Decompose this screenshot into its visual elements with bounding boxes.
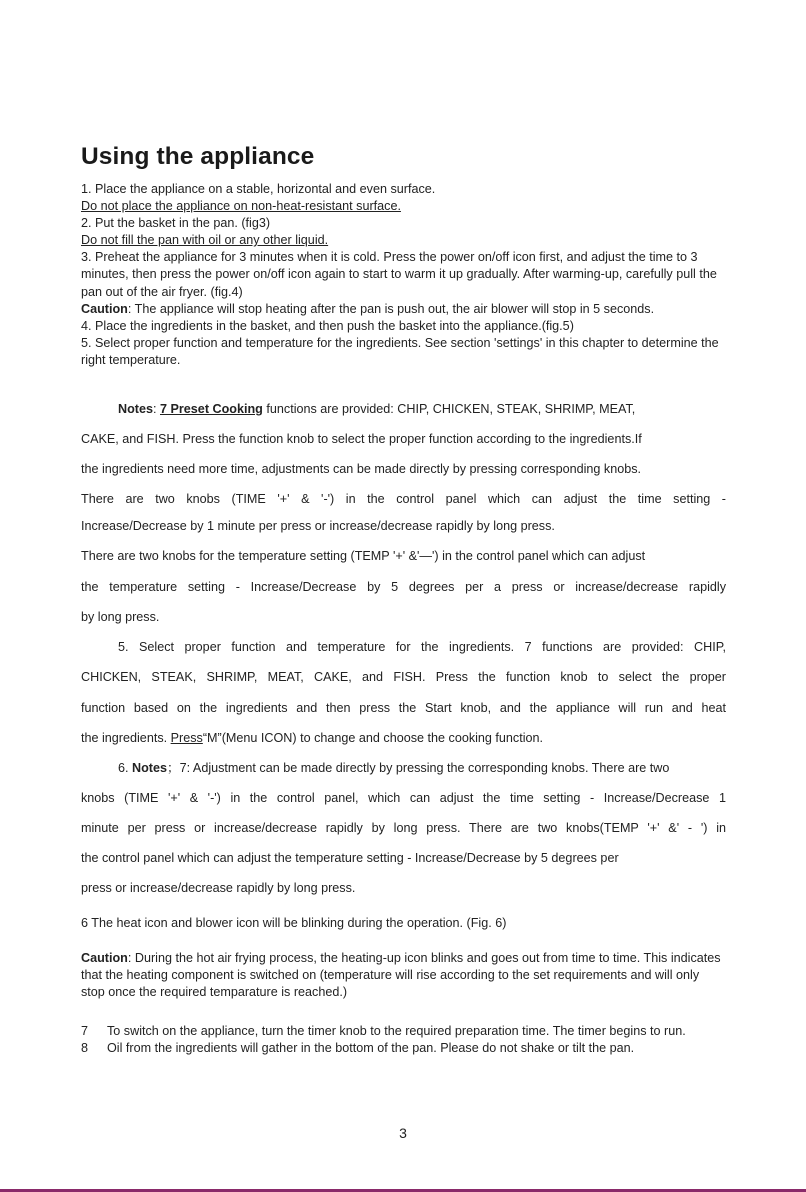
step-6-notes-label: Notes [132,761,168,775]
notes-line-3: the ingredients need more time, adjustments can be made directly by pressing corresponding knobs. [81,462,642,476]
operation-block [81,915,726,1001]
step-6-blinking: 6 The heat icon and blower icon will be blinking during the operation. (Fig. 6) [81,916,507,930]
caution-text: : The appliance will stop heating after the pan is push out, the air blower will stop in 5 seconds. [127,301,655,316]
step-5-line-4-start: the ingredients. [81,731,171,745]
press-word: Press [170,731,203,745]
notes-line-1 [81,401,726,417]
notes-line-1-text: functions are provided: CHIP, CHICKEN, STEAK, SHRIMP, MEAT, [262,402,636,416]
step-5-line-1: 5. Select proper function and temperature for the ingredients. 7 functions are provided: CHIP, [118,640,726,654]
step-2: 2. Put the basket in the pan. (fig3) [81,216,271,231]
notes-line-7: the temperature setting - Increase/Decrease by 5 degrees per a press or increase/decrease rapidly [81,580,726,594]
step-5-line-4 [81,730,726,746]
warning-surface: Do not place the appliance on non-heat-resistant surface. [81,199,401,214]
list-item-text: Oil from the ingredients will gather in the bottom of the pan. Please do not shake or tilt the pan. [107,1041,635,1055]
step-6-line-3: minute per press or increase/decrease rapidly by long press. There are two knobs(TEMP '+' &' - ') in [81,821,726,835]
list-item-text: To switch on the appliance, turn the timer knob to the required preparation time. The timer begins to run. [107,1024,686,1038]
list-item [81,1040,726,1056]
notes-line-6: There are two knobs for the temperature setting (TEMP '+' &'—') in the control panel which can adjust [81,549,646,563]
notes-line-5: Increase/Decrease by 1 minute per press or increase/decrease rapidly by long press. [81,519,555,533]
step-6-line-2: knobs (TIME '+' & '-') in the control panel, which can adjust the time setting - Increase/Decrease 1 [81,791,726,805]
step-1: 1. Place the appliance on a stable, horizontal and even surface. [81,182,436,196]
list-item [81,1023,726,1039]
step-5-line-2: CHICKEN, STEAK, SHRIMP, MEAT, CAKE, and FISH. Press the function knob to select the proper [81,670,726,684]
step-6-line-1-text: ；7: Adjustment can be made directly by pressing the corresponding knobs. There are two [167,761,670,775]
numbered-list [81,1023,726,1057]
step-4: 4. Place the ingredients in the basket, and then push the basket into the appliance.(fig.5) [81,318,574,333]
caution-frying [81,950,726,1001]
notes-line-4: There are two knobs (TIME '+' & '-') in the control panel which can adjust the time setting - [81,492,726,506]
step-6-line-1 [81,760,726,776]
step-6-line-4: the control panel which can adjust the temperature setting - Increase/Decrease by 5 degrees per [81,851,619,865]
page-number: 3 [399,1125,407,1141]
step-5-settings: 5. Select proper function and temperature for the ingredients. See section 'settings' in this chapter to determine the right temperature. [81,335,719,367]
preset-cooking-label: 7 Preset Cooking [160,402,263,416]
warning-liquid: Do not fill the pan with oil or any other liquid. [81,233,329,248]
list-item-number: 7 [81,1024,89,1038]
notes-separator: : [153,402,160,416]
step-3: 3. Preheat the appliance for 3 minutes when it is cold. Press the power on/off icon first, and adjust the time to 3 minutes, then press the power on/off icon again to start to warm it up gradually. After warming-up, carefully pull the pan out of the air fryer. (fig.4) [81,250,717,299]
notes-line-8: by long press. [81,610,160,624]
step-6-line-5: press or increase/decrease rapidly by long press. [81,881,356,895]
page-title: Using the appliance [81,143,315,170]
caution-label: Caution [81,301,128,316]
caution-2-text: : During the hot air frying process, the heating-up icon blinks and goes out from time to time. This indicates that the heating component is switched on (temperature will rise according to the set requirements and will only stop once the required temparature is reached.) [81,951,721,999]
step-5-line-4-rest: “M”(Menu ICON) to change and choose the cooking function. [202,731,544,745]
notes-label: Notes [118,402,153,416]
step-6-number: 6. [118,761,133,775]
notes-line-2: CAKE, and FISH. Press the function knob to select the proper function according to the ingredients.If [81,432,642,446]
list-item-number: 8 [81,1041,89,1055]
caution-2-label: Caution [81,951,128,965]
instructions-block [81,181,726,369]
caution-pan [81,301,726,318]
step-5-line-3: function based on the ingredients and then press the Start knob, and the appliance will run and heat [81,701,726,715]
